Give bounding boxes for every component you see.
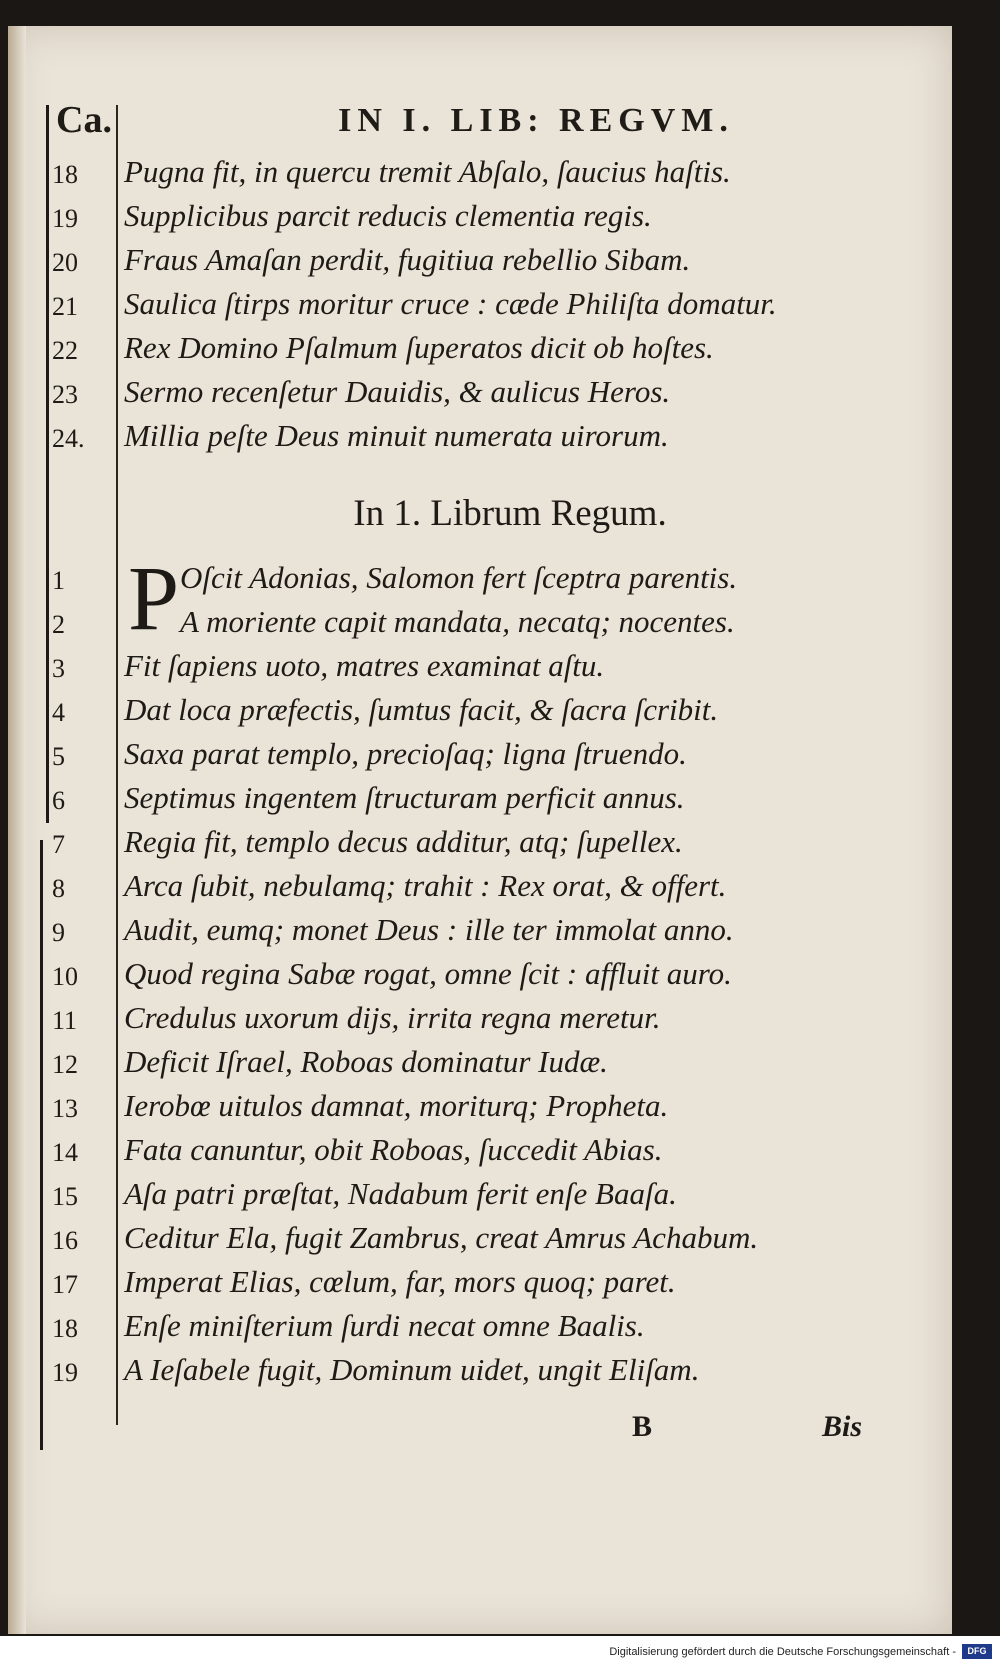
chapter-summary: Fata canuntur, obit Roboas, ſuccedit Abias. [124,1132,663,1167]
summary-line [52,1044,932,1088]
chapter-number: 18 [52,1314,78,1343]
chapter-number: 22 [52,336,78,365]
chapter-summary: Ceditur Ela, fugit Zambrus, creat Amrus Achabum. [124,1220,759,1255]
summary-line [52,912,932,956]
chapter-number: 1 [52,566,65,595]
chapter-summary: Audit, eumq; monet Deus : ille ter immolat anno. [124,912,734,947]
chapter-number: 6 [52,786,65,815]
summary-line [52,648,932,692]
chapter-summary: Regia fit, templo decus additur, atq; ſupellex. [124,824,683,859]
chapter-summary: Fraus Amaſan perdit, fugitiua rebellio Sibam. [124,242,691,277]
summary-line [52,1176,932,1220]
section-title: In 1. Librum Regum. [353,493,667,534]
chapter-summary: Millia peſte Deus minuit numerata uirorum. [124,418,669,453]
margin-rule-lower [40,840,43,1450]
chapter-number: 18 [52,160,78,189]
chapter-number: 3 [52,654,65,683]
catchword: Bis [822,1410,863,1443]
summary-line [52,692,932,736]
summary-line [52,418,932,462]
chapter-summary: Rex Domino Pſalmum ſuperatos dicit ob hoſtes. [124,330,714,365]
summary-line [52,736,932,780]
chapter-number: 8 [52,874,65,903]
summary-line [52,1352,932,1396]
chapter-summary: Ierobœ uitulos damnat, moriturq; Propheta. [124,1088,669,1123]
chapter-number: 4 [52,698,65,727]
running-head [56,98,936,146]
summary-line [52,1308,932,1352]
chapter-summary: Arca ſubit, nebulamq; trahit : Rex orat, & offert. [124,868,727,903]
summary-line [52,956,932,1000]
chapter-number: 12 [52,1050,78,1079]
summary-line [52,780,932,824]
chapter-summary: A moriente capit mandata, necatq; nocentes. [180,604,735,639]
chapter-summary: Aſa patri præſtat, Nadabum ferit enſe Baaſa. [124,1176,677,1211]
summary-line [52,1088,932,1132]
summary-line [52,198,932,242]
chapter-number: 21 [52,292,78,321]
margin-rule-upper [46,105,49,823]
drop-capital: P [128,547,180,649]
summary-line [52,868,932,912]
chapter-summary: Deficit Iſrael, Roboas dominatur Iudæ. [124,1044,608,1079]
chapter-summary: Septimus ingentem ſtructuram perficit annus. [124,780,685,815]
summary-line [52,1264,932,1308]
summary-line [52,824,932,868]
footer-bar [0,1636,1000,1667]
chapter-number: 13 [52,1094,78,1123]
funding-notice: Digitalisierung gefördert durch die Deutsche Forschungsgemeinschaft - [609,1646,956,1658]
signature-mark: B [632,1410,653,1443]
chapter-label: Ca. [56,99,112,141]
chapter-number: 19 [52,1358,78,1387]
summary-line [52,560,932,604]
summary-line [52,1000,932,1044]
chapter-summary: Enſe miniſterium ſurdi necat omne Baalis. [124,1308,645,1343]
chapter-number: 19 [52,204,78,233]
chapter-summary: Oſcit Adonias, Salomon fert ſceptra parentis. [180,560,738,595]
chapter-summary: Saxa parat templo, precioſaq; ligna ſtruendo. [124,736,687,771]
chapter-summary: Supplicibus parcit reducis clementia regis. [124,198,652,233]
summary-line [52,330,932,374]
chapter-number: 16 [52,1226,78,1255]
chapter-number: 14 [52,1138,78,1167]
chapter-number: 11 [52,1006,78,1035]
chapter-number: 7 [52,830,65,859]
chapter-number: 2 [52,610,65,639]
chapter-summary: Quod regina Sabæ rogat, omne ſcit : affluit auro. [124,956,732,991]
chapter-summary: Imperat Elias, cœlum, far, mors quoq; paret. [124,1264,676,1299]
chapter-summary: Credulus uxorum dijs, irrita regna meretur. [124,1000,661,1035]
chapter-summary: Saulica ſtirps moritur cruce : cæde Philiſta domatur. [124,286,777,321]
chapter-number: 15 [52,1182,78,1211]
dfg-logo-icon: DFG [962,1644,992,1659]
summary-line [52,1220,932,1264]
chapter-summary: Fit ſapiens uoto, matres examinat aſtu. [124,648,605,683]
chapter-number: 20 [52,248,78,277]
chapter-number: 24. [52,424,85,453]
chapter-number: 10 [52,962,78,991]
chapter-summary: Sermo recenſetur Dauidis, & aulicus Heros. [124,374,671,409]
summary-line [52,374,932,418]
page-edge [8,26,26,1634]
chapter-summary: A Ieſabele fugit, Dominum uidet, ungit Eliſam. [124,1352,700,1387]
chapter-number: 9 [52,918,65,947]
running-title: IN I. LIB: REGVM. [338,102,734,139]
summary-line [52,604,932,648]
chapter-number: 23 [52,380,78,409]
chapter-number: 5 [52,742,65,771]
chapter-number: 17 [52,1270,78,1299]
summary-line [52,1132,932,1176]
summary-line [52,286,932,330]
summary-line [52,154,932,198]
chapter-summary: Pugna fit, in quercu tremit Abſalo, ſaucius haſtis. [124,154,731,189]
chapter-summary: Dat loca præfectis, ſumtus facit, & ſacra ſcribit. [124,692,719,727]
summary-line [52,242,932,286]
